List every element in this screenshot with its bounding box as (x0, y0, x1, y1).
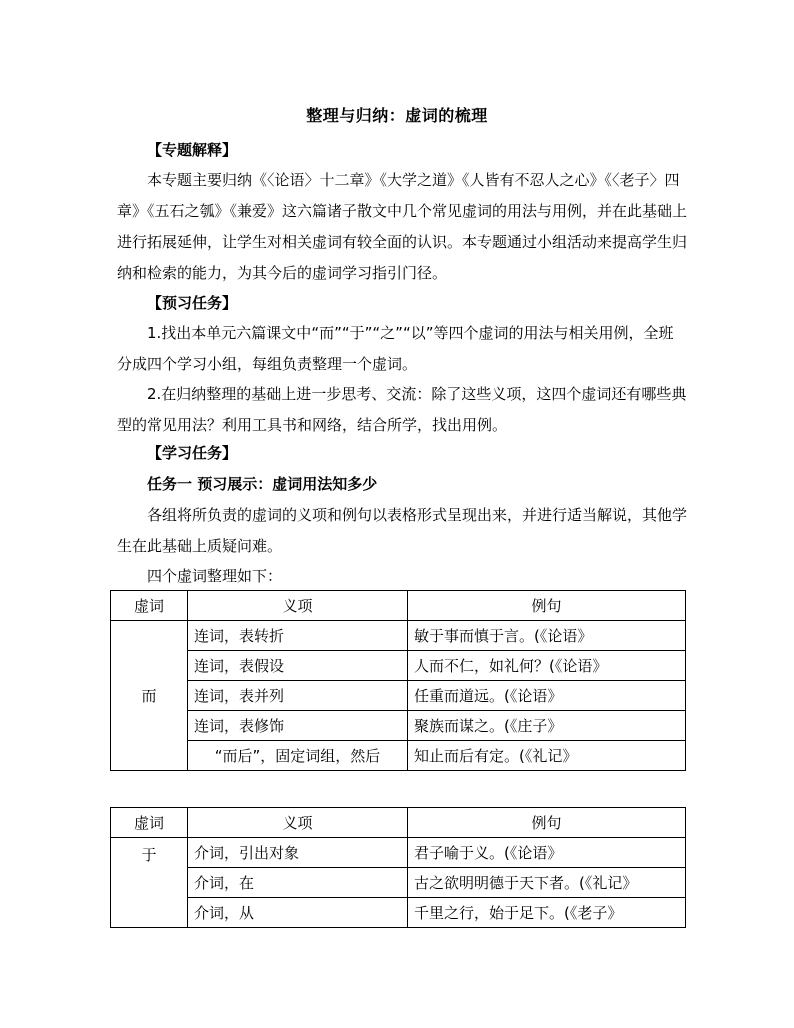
meaning-cell: 连词，表并列 (188, 681, 408, 711)
example-cell: 任重而道远。(《论语》 (408, 681, 686, 711)
function-word-table-yu (110, 807, 686, 928)
function-word-table-er (110, 590, 686, 771)
task-one-heading: 任务一 预习展示：虚词用法知多少 (147, 475, 378, 493)
function-word-cell: 而 (111, 621, 188, 771)
function-word-cell: 于 (111, 838, 188, 928)
section-heading-preview: 【预习任务】 (147, 294, 238, 312)
header-function-word: 虚词 (111, 591, 188, 621)
meaning-cell: 连词，表转折 (188, 621, 408, 651)
table-row (111, 681, 686, 711)
preview-item-1: 1.找出本单元六篇课文中“而”“于”“之”“以”等四个虚词的用法与相关用例，全班分成四个学习小组，每组负责整理一个虚词。 (117, 324, 674, 373)
preview-item-2: 2.在归纳整理的基础上进一步思考、交流：除了这些义项，这四个虚词还有哪些典型的常见用法？利用工具书和网络，结合所学，找出用例。 (117, 385, 687, 434)
section-heading-learning: 【学习任务】 (147, 444, 238, 462)
header-function-word: 虚词 (111, 808, 188, 838)
example-cell: 君子喻于义。(《论语》 (408, 838, 686, 868)
table-row (111, 621, 686, 651)
meaning-cell: 介词，在 (188, 868, 408, 898)
header-meaning: 义项 (188, 808, 408, 838)
example-cell: 知止而后有定。(《礼记》 (408, 741, 686, 771)
table-header-row (111, 808, 686, 838)
header-meaning: 义项 (188, 591, 408, 621)
example-cell: 人而不仁，如礼何？(《论语》 (408, 651, 686, 681)
example-cell: 千里之行，始于足下。(《老子》 (408, 898, 686, 928)
explanation-paragraph: 本专题主要归纳《〈论语〉十二章》《大学之道》《人皆有不忍人之心》《〈老子〉四章》《五石之瓠》《兼爱》这六篇诸子散文中几个常见虚词的用法与用例，并在此基础上进行拓展延伸，让学生对相关虚词有较全面的认识。本专题通过小组活动来提高学生归纳和检索的能力，为其今后的虚词学习指引门径。 (117, 171, 688, 282)
example-cell: 聚族而谋之。(《庄子》 (408, 711, 686, 741)
meaning-cell: 介词，引出对象 (188, 838, 408, 868)
table-row (111, 741, 686, 771)
meaning-cell: 连词，表修饰 (188, 711, 408, 741)
task-one-paragraph: 各组将所负责的虚词的义项和例句以表格形式呈现出来，并进行适当解说，其他学生在此基础上质疑问难。 (117, 506, 688, 555)
table-row (111, 838, 686, 868)
header-example: 例句 (408, 591, 686, 621)
table-row (111, 651, 686, 681)
table-row (111, 898, 686, 928)
meaning-cell: 连词，表假设 (188, 651, 408, 681)
table-intro: 四个虚词整理如下： (147, 567, 283, 585)
section-heading-explanation: 【专题解释】 (147, 141, 238, 159)
example-cell: 古之欲明明德于天下者。(《礼记》 (408, 868, 686, 898)
table-row (111, 868, 686, 898)
header-example: 例句 (408, 808, 686, 838)
table-header-row (111, 591, 686, 621)
example-cell: 敏于事而慎于言。(《论语》 (408, 621, 686, 651)
meaning-cell: “而后”，固定词组，然后 (188, 741, 408, 771)
meaning-cell: 介词，从 (188, 898, 408, 928)
page-title: 整理与归纳：虚词的梳理 (306, 106, 488, 125)
table-row (111, 711, 686, 741)
